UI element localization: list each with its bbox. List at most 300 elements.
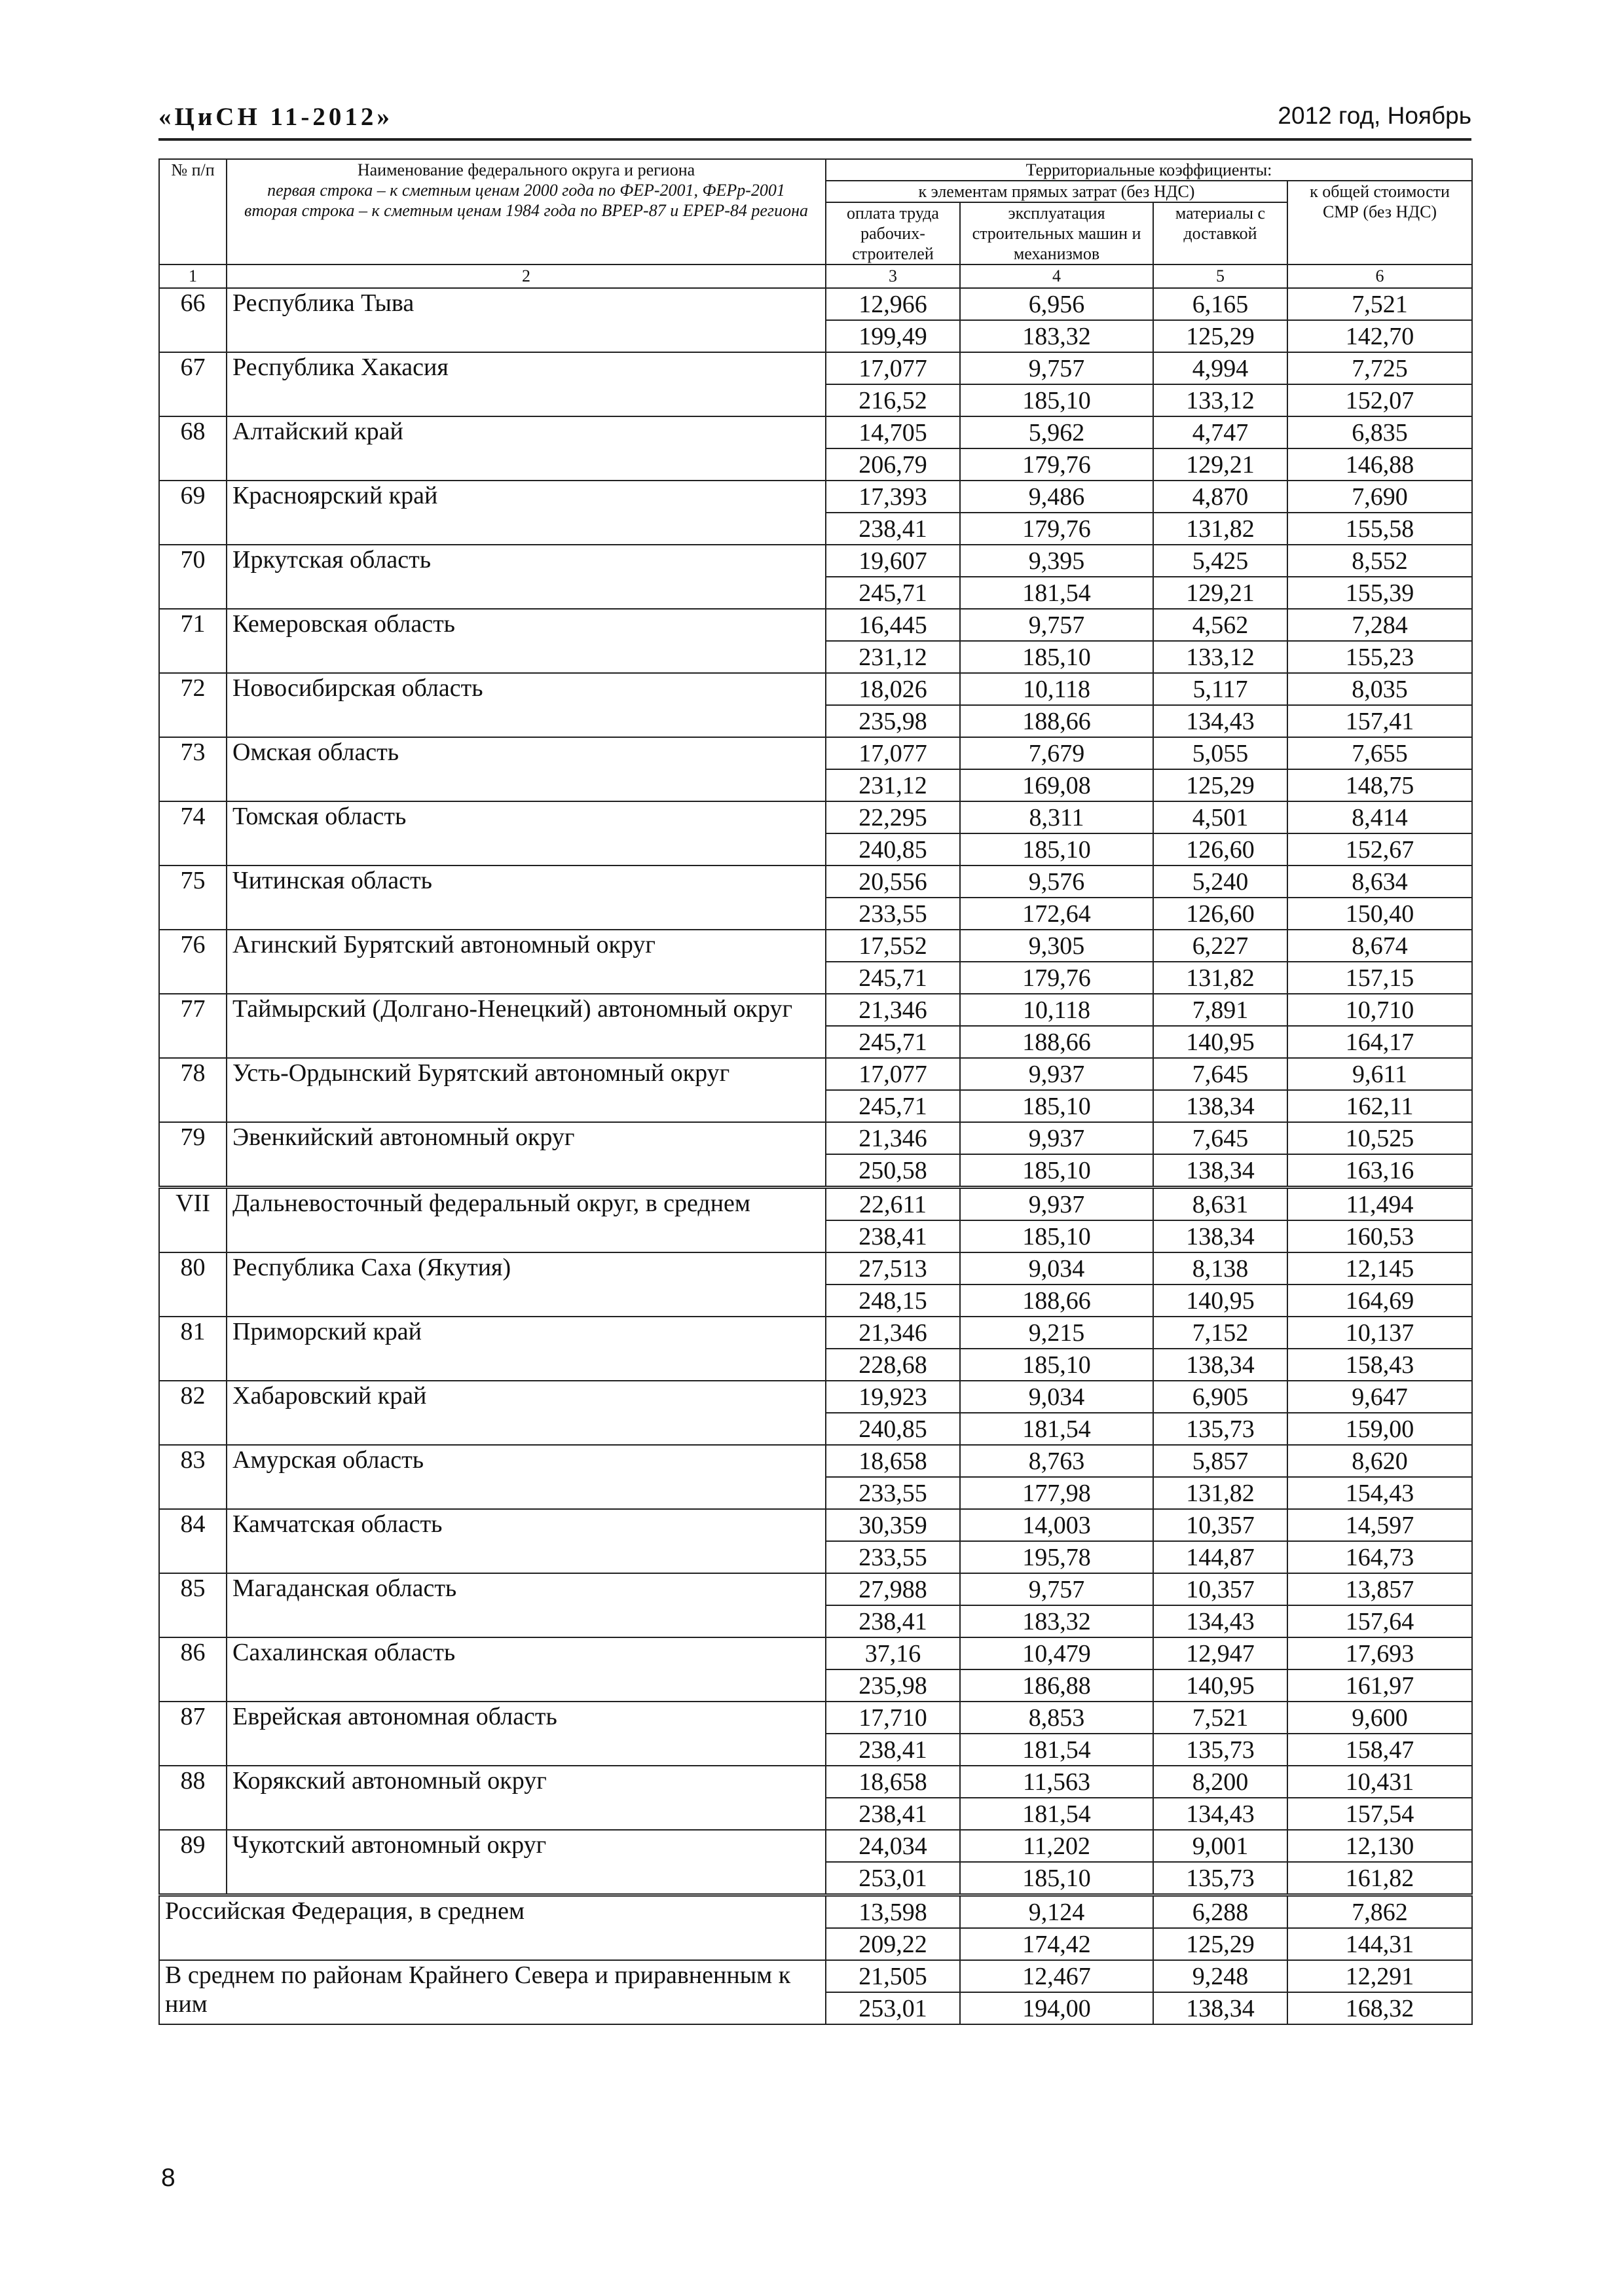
coef-2000-value: 6,905 [1153,1381,1287,1413]
coef-2000-value: 11,563 [960,1766,1153,1798]
col-number: 3 [826,264,960,288]
coef-1984-value: 157,54 [1287,1798,1472,1830]
coef-2000-value: 5,055 [1153,737,1287,769]
coef-2000-value: 18,658 [826,1445,960,1477]
coef-2000-value: 17,393 [826,481,960,513]
region-number: 80 [159,1252,227,1317]
coef-1984-value: 135,73 [1153,1734,1287,1766]
coef-1984-value: 179,76 [960,513,1153,545]
coef-2000-value: 7,521 [1287,288,1472,320]
coef-2000-value: 8,035 [1287,673,1472,705]
col-name-header [227,159,826,264]
coef-1984-value: 164,17 [1287,1026,1472,1058]
coef-2000-value: 22,295 [826,801,960,833]
coef-2000-value: 14,003 [960,1509,1153,1541]
coef-2000-value: 7,679 [960,737,1153,769]
coef-2000-value: 4,870 [1153,481,1287,513]
coef-1984-value: 126,60 [1153,898,1287,930]
region-row [159,1317,1472,1349]
coef-2000-value: 6,956 [960,288,1153,320]
coef-1984-value: 179,76 [960,448,1153,481]
coef-1984-value: 154,43 [1287,1477,1472,1509]
coef-1984-value: 186,88 [960,1669,1153,1702]
region-name: Таймырский (Долгано-Ненецкий) автономный округ [227,994,826,1058]
coef-1984-value: 131,82 [1153,1477,1287,1509]
coef-1984-value: 185,10 [960,1090,1153,1122]
region-name: Читинская область [227,866,826,930]
direct-costs-header: к элементам прямых затрат (без НДС) [826,181,1287,202]
summary-row [159,1895,1472,1929]
coef-1984-value: 185,10 [960,384,1153,416]
coef-2000-value: 17,693 [1287,1637,1472,1669]
coef-2000-value: 9,215 [960,1317,1153,1349]
region-row [159,1122,1472,1154]
coef-2000-value: 9,611 [1287,1058,1472,1090]
summary-1984-value: 174,42 [960,1928,1153,1960]
coef-1984-value: 231,12 [826,769,960,801]
coef-1984-value: 228,68 [826,1349,960,1381]
coef-1984-value: 152,67 [1287,833,1472,866]
coef-2000-value: 5,962 [960,416,1153,448]
coef-2000-value: 8,200 [1153,1766,1287,1798]
region-row [159,352,1472,384]
summary-1984-value: 125,29 [1153,1928,1287,1960]
summary-2000-value: 9,124 [960,1895,1153,1929]
region-row [159,288,1472,320]
materials-header: материалы с доставкой [1153,202,1287,264]
coef-2000-value: 8,552 [1287,545,1472,577]
region-name: Дальневосточный федеральный округ, в среднем [227,1188,826,1253]
coef-2000-value: 10,525 [1287,1122,1472,1154]
coef-1984-value: 146,88 [1287,448,1472,481]
coef-1984-value: 238,41 [826,1605,960,1637]
summary-2000-value: 12,467 [960,1960,1153,1992]
coef-1984-value: 150,40 [1287,898,1472,930]
coef-2000-value: 7,645 [1153,1058,1287,1090]
region-row [159,609,1472,641]
column-numbers-row [159,264,1472,288]
coef-1984-value: 162,11 [1287,1090,1472,1122]
coef-1984-value: 238,41 [826,1798,960,1830]
region-row [159,1509,1472,1541]
region-number: 82 [159,1381,227,1445]
coef-1984-value: 144,87 [1153,1541,1287,1573]
region-row [159,673,1472,705]
coef-1984-value: 134,43 [1153,1605,1287,1637]
coef-1984-value: 158,43 [1287,1349,1472,1381]
coef-1984-value: 134,43 [1153,705,1287,737]
coef-1984-value: 233,55 [826,1477,960,1509]
region-row [159,1188,1472,1221]
region-name: Магаданская область [227,1573,826,1637]
region-number: 71 [159,609,227,673]
coef-2000-value: 17,077 [826,352,960,384]
region-name: Корякский автономный округ [227,1766,826,1830]
coef-1984-value: 152,07 [1287,384,1472,416]
coef-2000-value: 9,937 [960,1188,1153,1221]
coef-1984-value: 245,71 [826,1026,960,1058]
coef-1984-value: 135,73 [1153,1413,1287,1445]
coef-2000-value: 7,284 [1287,609,1472,641]
coef-2000-value: 10,710 [1287,994,1472,1026]
region-number: 89 [159,1830,227,1895]
coef-2000-value: 4,747 [1153,416,1287,448]
coef-2000-value: 9,937 [960,1058,1153,1090]
region-row [159,416,1472,448]
coef-2000-value: 10,137 [1287,1317,1472,1349]
region-number: 85 [159,1573,227,1637]
coef-2000-value: 8,631 [1153,1188,1287,1221]
coef-2000-value: 18,026 [826,673,960,705]
coef-1984-value: 155,23 [1287,641,1472,673]
region-name: Республика Саха (Якутия) [227,1252,826,1317]
region-name: Усть-Ордынский Бурятский автономный округ [227,1058,826,1122]
coef-1984-value: 133,12 [1153,641,1287,673]
region-number: 70 [159,545,227,609]
coef-1984-value: 240,85 [826,1413,960,1445]
coef-2000-value: 7,645 [1153,1122,1287,1154]
region-row [159,1252,1472,1285]
region-name: Приморский край [227,1317,826,1381]
col-number: 1 [159,264,227,288]
coef-1984-value: 163,16 [1287,1154,1472,1188]
summary-1984-value: 138,34 [1153,1992,1287,2024]
coef-1984-value: 181,54 [960,1413,1153,1445]
summary-2000-value: 6,288 [1153,1895,1287,1929]
coef-1984-value: 138,34 [1153,1349,1287,1381]
coef-1984-value: 140,95 [1153,1669,1287,1702]
coef-2000-value: 7,655 [1287,737,1472,769]
coef-2000-value: 30,359 [826,1509,960,1541]
coef-1984-value: 233,55 [826,1541,960,1573]
coef-1984-value: 129,21 [1153,448,1287,481]
coefficients-table [158,158,1473,2025]
coef-2000-value: 4,562 [1153,609,1287,641]
region-row [159,1766,1472,1798]
coef-2000-value: 9,034 [960,1381,1153,1413]
summary-2000-value: 7,862 [1287,1895,1472,1929]
region-row [159,1702,1472,1734]
coef-2000-value: 7,521 [1153,1702,1287,1734]
labor-header: оплата труда рабочих-строителей [826,202,960,264]
region-number: 75 [159,866,227,930]
coef-2000-value: 17,077 [826,1058,960,1090]
region-number: 74 [159,801,227,866]
coef-1984-value: 188,66 [960,1285,1153,1317]
coef-1984-value: 129,21 [1153,577,1287,609]
region-name: Хабаровский край [227,1381,826,1445]
coef-2000-value: 37,16 [826,1637,960,1669]
coef-2000-value: 7,690 [1287,481,1472,513]
region-number: 81 [159,1317,227,1381]
region-number: 86 [159,1637,227,1702]
coef-2000-value: 27,513 [826,1252,960,1285]
region-name: Томская область [227,801,826,866]
coef-2000-value: 13,857 [1287,1573,1472,1605]
region-name: Кемеровская область [227,609,826,673]
coef-2000-value: 17,710 [826,1702,960,1734]
coef-2000-value: 7,152 [1153,1317,1287,1349]
coef-header: Территориальные коэффициенты: [826,159,1472,181]
coef-2000-value: 10,357 [1153,1509,1287,1541]
region-row [159,1573,1472,1605]
region-name: Красноярский край [227,481,826,545]
coef-2000-value: 6,227 [1153,930,1287,962]
coef-2000-value: 8,311 [960,801,1153,833]
summary-1984-value: 168,32 [1287,1992,1472,2024]
coef-1984-value: 250,58 [826,1154,960,1188]
coef-1984-value: 160,53 [1287,1220,1472,1252]
coef-1984-value: 134,43 [1153,1798,1287,1830]
coef-2000-value: 24,034 [826,1830,960,1862]
coef-2000-value: 9,757 [960,609,1153,641]
region-number: 83 [159,1445,227,1509]
region-number: 76 [159,930,227,994]
coef-2000-value: 12,145 [1287,1252,1472,1285]
coef-2000-value: 9,001 [1153,1830,1287,1862]
region-number: 72 [159,673,227,737]
coef-1984-value: 157,64 [1287,1605,1472,1637]
region-name: Эвенкийский автономный округ [227,1122,826,1188]
coef-1984-value: 179,76 [960,962,1153,994]
region-name: Республика Хакасия [227,352,826,416]
coef-2000-value: 10,118 [960,994,1153,1026]
coef-2000-value: 10,431 [1287,1766,1472,1798]
coef-2000-value: 7,725 [1287,352,1472,384]
col-number: 5 [1153,264,1287,288]
coef-2000-value: 10,479 [960,1637,1153,1669]
coef-2000-value: 4,501 [1153,801,1287,833]
coef-2000-value: 12,947 [1153,1637,1287,1669]
coef-2000-value: 18,658 [826,1766,960,1798]
coef-1984-value: 238,41 [826,513,960,545]
coef-2000-value: 19,923 [826,1381,960,1413]
col-num-header: № п/п [159,159,227,264]
coef-1984-value: 185,10 [960,1220,1153,1252]
region-number: 69 [159,481,227,545]
coef-2000-value: 20,556 [826,866,960,898]
name-header-line2: вторая строка – к сметным ценам 1984 года по ВРЕР-87 и ЕРЕР-84 региона [244,201,808,220]
region-row [159,1830,1472,1862]
coef-2000-value: 12,966 [826,288,960,320]
coef-1984-value: 138,34 [1153,1154,1287,1188]
region-row [159,801,1472,833]
coef-1984-value: 169,08 [960,769,1153,801]
region-name: Чукотский автономный округ [227,1830,826,1895]
coef-2000-value: 8,620 [1287,1445,1472,1477]
coef-2000-value: 8,634 [1287,866,1472,898]
coef-2000-value: 5,117 [1153,673,1287,705]
coef-2000-value: 11,202 [960,1830,1153,1862]
page-number: 8 [161,2164,175,2192]
coef-2000-value: 10,118 [960,673,1153,705]
coef-1984-value: 181,54 [960,1798,1153,1830]
name-header-title: Наименование федерального округа и региона [357,160,695,179]
coef-1984-value: 238,41 [826,1220,960,1252]
summary-1984-value: 194,00 [960,1992,1153,2024]
region-name: Амурская область [227,1445,826,1509]
coef-2000-value: 8,414 [1287,801,1472,833]
coef-1984-value: 185,10 [960,1349,1153,1381]
region-number: 77 [159,994,227,1058]
region-number: 67 [159,352,227,416]
coef-1984-value: 164,73 [1287,1541,1472,1573]
coef-1984-value: 158,47 [1287,1734,1472,1766]
coef-1984-value: 188,66 [960,1026,1153,1058]
coef-2000-value: 21,346 [826,1122,960,1154]
coef-1984-value: 142,70 [1287,320,1472,352]
coef-2000-value: 8,138 [1153,1252,1287,1285]
region-name: Сахалинская область [227,1637,826,1702]
region-row [159,1381,1472,1413]
coef-2000-value: 19,607 [826,545,960,577]
region-row [159,1445,1472,1477]
coef-2000-value: 9,576 [960,866,1153,898]
coef-1984-value: 161,82 [1287,1862,1472,1895]
region-name: Омская область [227,737,826,801]
summary-2000-value: 9,248 [1153,1960,1287,1992]
col-number: 4 [960,264,1153,288]
region-name: Алтайский край [227,416,826,481]
coef-2000-value: 9,757 [960,352,1153,384]
coef-2000-value: 21,346 [826,994,960,1026]
coef-1984-value: 206,79 [826,448,960,481]
coef-2000-value: 5,240 [1153,866,1287,898]
coef-1984-value: 245,71 [826,962,960,994]
region-number: 66 [159,288,227,352]
header-rule [158,138,1471,141]
region-row [159,1637,1472,1669]
name-header-line1: первая строка – к сметным ценам 2000 года по ФЕР-2001, ФЕРр-2001 [267,181,785,200]
coef-2000-value: 5,857 [1153,1445,1287,1477]
coef-1984-value: 172,64 [960,898,1153,930]
region-row [159,545,1472,577]
region-number: 88 [159,1766,227,1830]
coef-1984-value: 185,10 [960,641,1153,673]
coef-2000-value: 9,600 [1287,1702,1472,1734]
coef-2000-value: 14,705 [826,416,960,448]
col-number: 2 [227,264,826,288]
col-number: 6 [1287,264,1472,288]
region-number: 84 [159,1509,227,1573]
coef-1984-value: 238,41 [826,1734,960,1766]
coef-1984-value: 240,85 [826,833,960,866]
region-row [159,481,1472,513]
summary-name: Российская Федерация, в среднем [159,1895,826,1961]
coef-2000-value: 27,988 [826,1573,960,1605]
coef-2000-value: 21,346 [826,1317,960,1349]
summary-row [159,1960,1472,1992]
coef-2000-value: 9,647 [1287,1381,1472,1413]
coef-1984-value: 155,39 [1287,577,1472,609]
coef-2000-value: 8,763 [960,1445,1153,1477]
coef-2000-value: 9,486 [960,481,1153,513]
coef-2000-value: 22,611 [826,1188,960,1221]
coef-2000-value: 8,853 [960,1702,1153,1734]
region-name: Камчатская область [227,1509,826,1573]
region-number: 68 [159,416,227,481]
coef-1984-value: 157,41 [1287,705,1472,737]
summary-2000-value: 13,598 [826,1895,960,1929]
machines-header: эксплуатация строительных машин и механизмов [960,202,1153,264]
coef-1984-value: 164,69 [1287,1285,1472,1317]
coef-1984-value: 131,82 [1153,962,1287,994]
coef-2000-value: 4,994 [1153,352,1287,384]
coef-2000-value: 7,891 [1153,994,1287,1026]
summary-2000-value: 12,291 [1287,1960,1472,1992]
region-row [159,994,1472,1026]
region-number: 73 [159,737,227,801]
coef-2000-value: 11,494 [1287,1188,1472,1221]
coef-1984-value: 235,98 [826,1669,960,1702]
region-number: VII [159,1188,227,1253]
coef-1984-value: 253,01 [826,1862,960,1895]
coef-2000-value: 17,552 [826,930,960,962]
coef-2000-value: 9,034 [960,1252,1153,1285]
summary-2000-value: 21,505 [826,1960,960,1992]
region-number: 87 [159,1702,227,1766]
coef-1984-value: 245,71 [826,1090,960,1122]
coef-1984-value: 181,54 [960,577,1153,609]
coef-1984-value: 159,00 [1287,1413,1472,1445]
region-row [159,866,1472,898]
coef-1984-value: 216,52 [826,384,960,416]
coef-2000-value: 9,395 [960,545,1153,577]
coef-2000-value: 17,077 [826,737,960,769]
region-name: Новосибирская область [227,673,826,737]
summary-1984-value: 144,31 [1287,1928,1472,1960]
coef-1984-value: 148,75 [1287,769,1472,801]
coef-1984-value: 138,34 [1153,1090,1287,1122]
region-row [159,1058,1472,1090]
summary-1984-value: 209,22 [826,1928,960,1960]
coef-1984-value: 185,10 [960,1862,1153,1895]
region-number: 79 [159,1122,227,1188]
coef-1984-value: 183,32 [960,320,1153,352]
region-row [159,930,1472,962]
coef-2000-value: 5,425 [1153,545,1287,577]
coef-1984-value: 157,15 [1287,962,1472,994]
table-body [159,288,1472,2024]
coef-1984-value: 131,82 [1153,513,1287,545]
total-cost-header: к общей стоимости СМР (без НДС) [1287,181,1472,264]
coef-2000-value: 16,445 [826,609,960,641]
coef-2000-value: 6,165 [1153,288,1287,320]
coef-1984-value: 199,49 [826,320,960,352]
summary-name: В среднем по районам Крайнего Севера и приравненным к ним [159,1960,826,2024]
coef-1984-value: 233,55 [826,898,960,930]
document-code: «ЦиСН 11-2012» [158,103,393,131]
coef-1984-value: 177,98 [960,1477,1153,1509]
coef-1984-value: 155,58 [1287,513,1472,545]
region-number: 78 [159,1058,227,1122]
region-name: Иркутская область [227,545,826,609]
coef-2000-value: 9,757 [960,1573,1153,1605]
coef-1984-value: 235,98 [826,705,960,737]
region-name: Еврейская автономная область [227,1702,826,1766]
summary-1984-value: 253,01 [826,1992,960,2024]
coef-1984-value: 125,29 [1153,320,1287,352]
coef-1984-value: 135,73 [1153,1862,1287,1895]
coef-1984-value: 126,60 [1153,833,1287,866]
coef-1984-value: 140,95 [1153,1285,1287,1317]
coef-1984-value: 185,10 [960,833,1153,866]
coef-1984-value: 140,95 [1153,1026,1287,1058]
coef-1984-value: 188,66 [960,705,1153,737]
coef-2000-value: 6,835 [1287,416,1472,448]
coef-1984-value: 248,15 [826,1285,960,1317]
coef-2000-value: 10,357 [1153,1573,1287,1605]
